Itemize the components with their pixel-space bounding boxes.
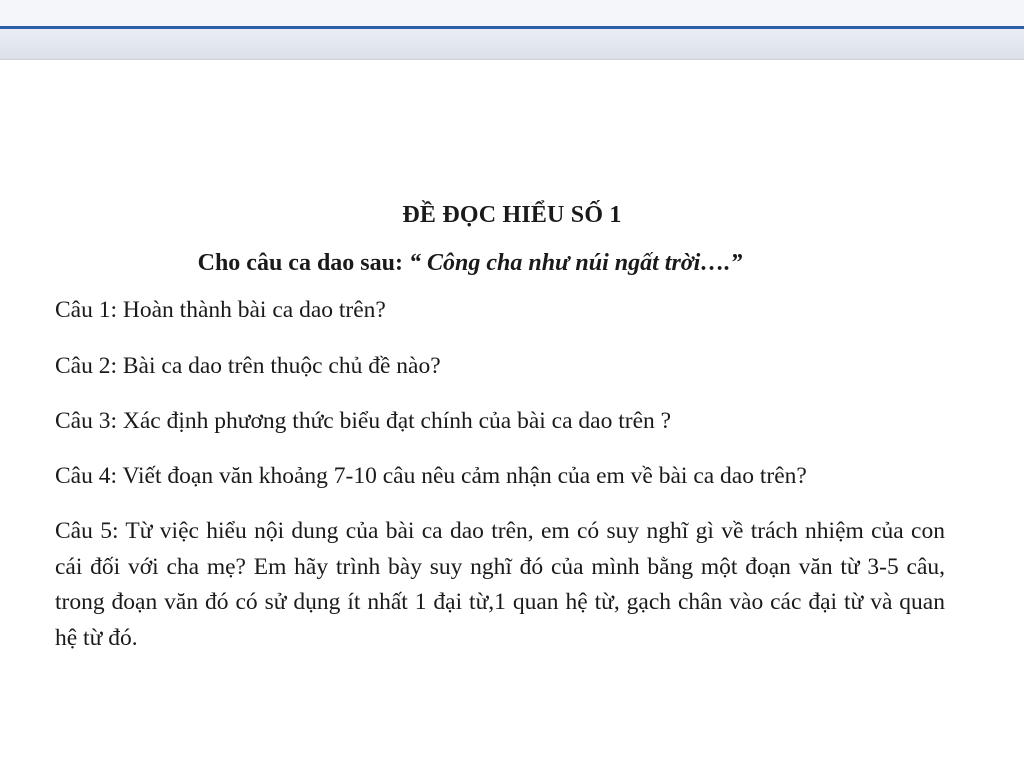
question-5: Câu 5: Từ việc hiểu nội dung của bài ca dao trên, em có suy nghĩ gì về trách nhiệm của con cái đối với cha mẹ? Em hãy trình bày suy nghĩ đó của mình bằng một đoạn văn từ 3-5 câu, trong đoạn văn đó có sử dụng ít nhất 1 đại từ,1 quan hệ từ, gạch chân vào các đại từ và quan hệ từ đó.	[55, 518, 945, 651]
question-2: Câu 2: Bài ca dao trên thuộc chủ đề nào?	[55, 353, 441, 379]
question-3: Câu 3: Xác định phương thức biểu đạt chính của bài ca dao trên ?	[55, 408, 672, 434]
toolbar-strip	[0, 0, 1024, 60]
document-body	[0, 60, 1024, 779]
question-4: Câu 4: Viết đoạn văn khoảng 7-10 câu nêu cảm nhận của em về bài ca dao trên?	[55, 463, 807, 489]
document-title: ĐỀ ĐỌC HIỂU SỐ 1	[402, 202, 622, 228]
document-subtitle	[0, 250, 940, 277]
subtitle-quote: “ Công cha như núi ngất trời….”	[408, 250, 743, 276]
question-1: Câu 1: Hoàn thành bài ca dao trên?	[55, 297, 386, 323]
subtitle-prefix: Cho câu ca dao sau:	[197, 250, 409, 276]
